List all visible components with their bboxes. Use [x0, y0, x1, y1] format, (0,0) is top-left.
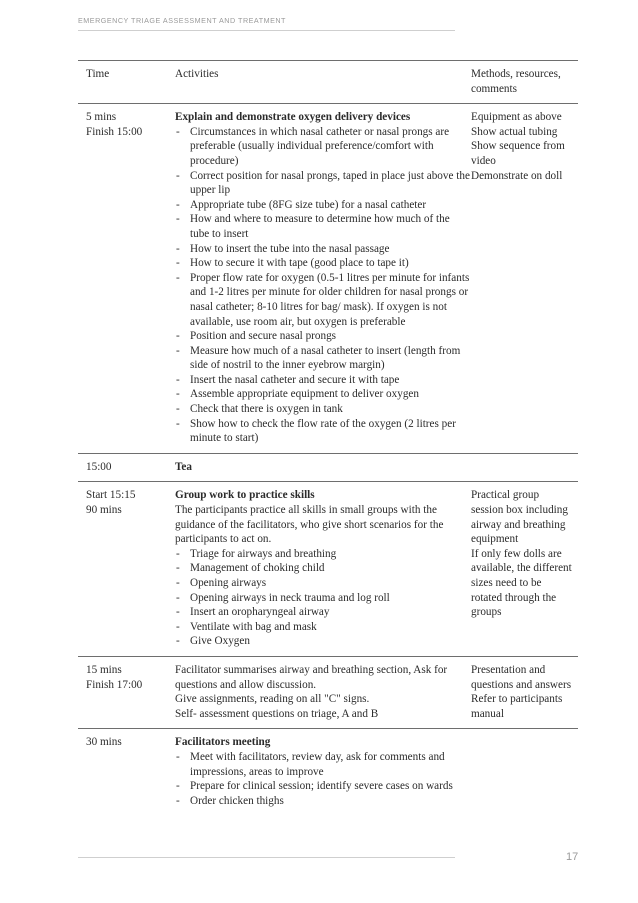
list-item: - Meet with facilitators, review day, ask for comments and impressions, areas to improve — [175, 750, 471, 779]
list-item: - Check that there is oxygen in tank — [175, 402, 471, 417]
list-item: - Management of choking child — [175, 561, 471, 576]
time-line: 15:00 — [86, 460, 112, 473]
time-cell — [78, 104, 175, 454]
activities-cell — [175, 729, 471, 815]
activity-text: Facilitator summarises airway and breathing section, Ask for questions and allow discussion. — [175, 663, 448, 691]
methods-line: Practical group session box including airway and breathing equipment — [471, 489, 568, 546]
table-row — [78, 482, 578, 657]
time-line: 15 mins — [86, 663, 122, 676]
column-header-activities: Activities — [175, 61, 471, 104]
table-row — [78, 453, 578, 482]
list-item: - How and where to measure to determine how much of the tube to insert — [175, 212, 471, 241]
methods-cell — [471, 482, 578, 657]
session-schedule-table — [78, 60, 578, 815]
activity-text: The participants practice all skills in small groups with the guidance of the facilitators, who give short scenarios for the participants to act on. — [175, 504, 444, 546]
list-item: - Ventilate with bag and mask — [175, 620, 471, 635]
time-line: 5 mins — [86, 111, 117, 124]
activity-title: Tea — [175, 460, 192, 473]
list-item: - Triage for airways and breathing — [175, 547, 471, 562]
methods-cell — [471, 453, 578, 482]
list-item: - Order chicken thighs — [175, 794, 471, 809]
methods-line: Show actual tubing — [471, 125, 558, 138]
activity-title: Explain and demonstrate oxygen delivery devices — [175, 111, 411, 124]
table-row — [78, 656, 578, 728]
list-item: - Show how to check the flow rate of the oxygen (2 litres per minute to start) — [175, 417, 471, 446]
activity-title: Facilitators meeting — [175, 736, 271, 749]
table-header-row — [78, 61, 578, 104]
time-line: Finish 15:00 — [86, 125, 143, 138]
running-header: EMERGENCY TRIAGE ASSESSMENT AND TREATMENT — [78, 16, 286, 25]
list-item: - Correct position for nasal prongs, taped in place just above the upper lip — [175, 169, 471, 198]
list-item: - Proper flow rate for oxygen (0.5-1 litres per minute for infants and 1-2 litres per minute for older children for nasal prongs or nasal catheter; 8-10 litres for bag/ mask). If oxygen is not available, use room air, but oxygen is preferable — [175, 271, 471, 329]
table-body — [78, 104, 578, 816]
time-cell — [78, 656, 175, 728]
list-item: - Measure how much of a nasal catheter to insert (length from side of nostril to the inner eyebrow margin) — [175, 344, 471, 373]
activity-bullet-list — [175, 547, 471, 649]
list-item: - Appropriate tube (8FG size tube) for a nasal catheter — [175, 198, 471, 213]
time-cell — [78, 729, 175, 815]
activity-title: Group work to practice skills — [175, 489, 315, 502]
page-number: 17 — [566, 851, 579, 863]
footer-rule — [78, 857, 455, 858]
activity-bullet-list — [175, 125, 471, 446]
time-line: 90 mins — [86, 504, 122, 517]
methods-cell — [471, 104, 578, 454]
methods-line: Refer to participants manual — [471, 693, 563, 720]
activities-cell — [175, 482, 471, 657]
table-row — [78, 104, 578, 454]
activities-cell — [175, 104, 471, 454]
activities-cell — [175, 656, 471, 728]
table-row — [78, 729, 578, 815]
list-item: - Give Oxygen — [175, 634, 471, 649]
list-item: - How to insert the tube into the nasal passage — [175, 242, 471, 257]
list-item: - Circumstances in which nasal catheter or nasal prongs are preferable (usually individual preference/comfort with procedure) — [175, 125, 471, 169]
column-header-time: Time — [78, 61, 175, 104]
list-item: - Opening airways in neck trauma and log roll — [175, 591, 471, 606]
methods-cell — [471, 729, 578, 815]
list-item: - Position and secure nasal prongs — [175, 329, 471, 344]
methods-line: If only few dolls are available, the different sizes need to be rotated through the groups — [471, 547, 572, 619]
list-item: - Assemble appropriate equipment to deliver oxygen — [175, 387, 471, 402]
methods-line: Equipment as above — [471, 111, 562, 124]
list-item: - Opening airways — [175, 576, 471, 591]
column-header-methods: Methods, resources, comments — [471, 61, 578, 104]
activity-text: Self- assessment questions on triage, A and B — [175, 707, 379, 720]
methods-line: Presentation and questions and answers — [471, 663, 572, 691]
time-line: Finish 17:00 — [86, 678, 143, 691]
methods-line: Show sequence from video — [471, 140, 565, 167]
list-item: - How to secure it with tape (good place to tape it) — [175, 256, 471, 271]
activity-text: Give assignments, reading on all "C" signs. — [175, 693, 370, 706]
list-item: - Prepare for clinical session; identify severe cases on wards — [175, 779, 471, 794]
list-item: - Insert the nasal catheter and secure it with tape — [175, 373, 471, 388]
activities-cell — [175, 453, 471, 482]
header-rule — [78, 30, 455, 31]
time-line: 30 mins — [86, 736, 122, 749]
time-cell — [78, 482, 175, 657]
methods-cell — [471, 656, 578, 728]
time-line: Start 15:15 — [86, 489, 136, 502]
activity-bullet-list — [175, 750, 471, 808]
time-cell — [78, 453, 175, 482]
methods-line: Demonstrate on doll — [471, 169, 563, 182]
list-item: - Insert an oropharyngeal airway — [175, 605, 471, 620]
